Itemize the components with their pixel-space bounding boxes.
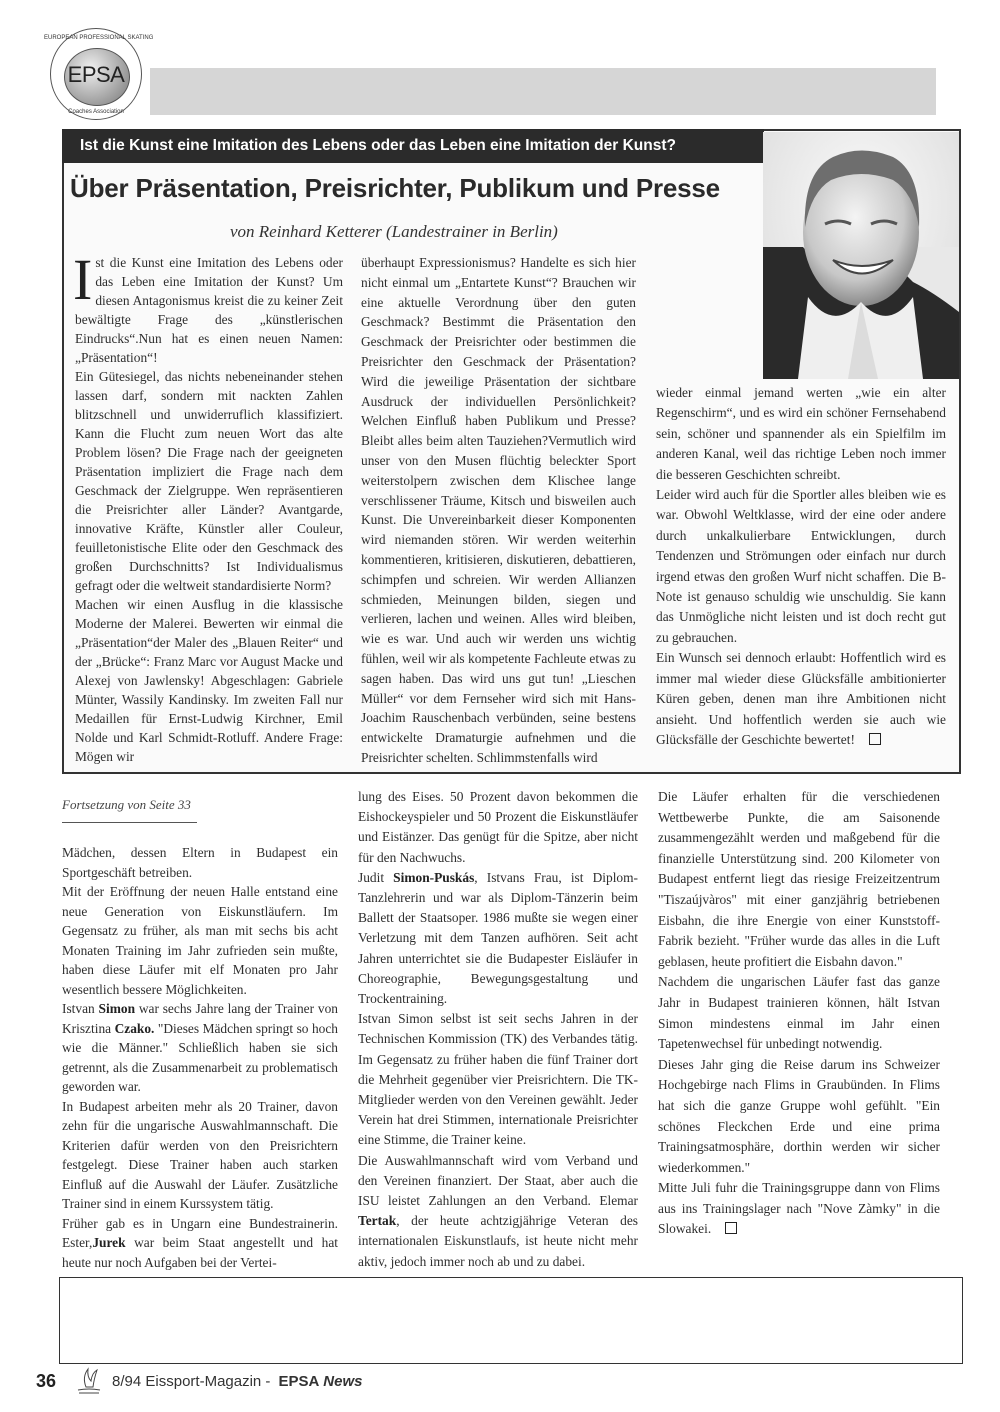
epsa-logo: [44, 26, 154, 124]
continuation-paragraph: [62, 843, 338, 882]
logo-arc-bottom: Coaches Association: [68, 109, 124, 115]
footer-epsa: EPSA: [278, 1372, 320, 1390]
continuation-column-1: [62, 843, 338, 1272]
continuation-column-2: [358, 787, 638, 1272]
paragraph-text: In Budapest arbeiten mehr als 20 Trainer, davon zehn für die ungarische Auswahlmannschaft. Die Kriterien dafür werden von den Preisrichtern festgelegt. Diese Trainer haben auch starken Einfluß auf die Auswahl der Läufer. Zusätzliche Trainer sind in einem Kurssystem tätig.: [62, 1098, 338, 1211]
end-of-article-icon: [869, 733, 881, 745]
article-paragraph: [73, 247, 343, 367]
article-kicker: Ist die Kunst eine Imitation des Lebens oder das Leben eine Imitation der Kunst?: [62, 129, 764, 163]
paragraph-text: Istvan: [62, 1001, 99, 1016]
continuation-paragraph: [658, 1178, 940, 1240]
article-column-2: [361, 253, 636, 768]
paragraph-text: war beim Staat angestellt und hat heute nur noch Aufgaben bei der Vertei-: [62, 1235, 338, 1270]
article-headline: Über Präsentation, Preisrichter, Publikum und Presse: [70, 173, 720, 203]
paragraph-text: Istvan Simon selbst ist seit sechs Jahren in der Technischen Kommission (TK) des Verbandes tätig. Im Gegensatz zu früher haben die fünf Trainer dort die Mehrheit gegenüber vier Preisrichtern. Die TK-Mitglieder werden von den Vereinen gewählt. Jeder Verein hat drei Stimmen, internationale Preisrichter eine Stimme, die Trainer keine.: [358, 1011, 638, 1148]
paragraph-text: "Dieses Mädchen springt so hoch wie die Männer." Schließlich haben sie sich getrennt, als die Zusammenarbeit zu problematisch geworden war.: [62, 1020, 339, 1094]
paragraph-text: Dieses Jahr ging die Reise darum ins Schweizer Hochgebirge nach Flims in Graubünden. In Flims hat sich die ganze Gruppe wohl gefühlt. "Ein schönes Fleckchen Erde und eine prima Trainingsatmosphäre, dorthin werden wir sicher wiederkommen.": [658, 1056, 940, 1175]
bold-name: Czako.: [114, 1020, 155, 1036]
article-paragraph: Machen wir einen Ausflug in die klassische Moderne der Malerei. Bewerten wir einmal die „Präsentation“der Maler des „Blauen Reiter“ und der „Brücke“: Franz Marc vor August Macke und Alexej von Jawlensky! Abgeschlagen: Gabriele Münter, Wassily Kandinsky. Im zweiten Fall nur Medaillen für Ernst-Ludwig Kirchner, Emil Nolde und Karl Schmidt-Rotluff. Andere Frage: Mögen wir: [75, 597, 343, 764]
continuation-paragraph: [62, 1097, 338, 1214]
continuation-rule: [62, 822, 197, 823]
paragraph-text: lung des Eises. 50 Prozent davon bekommen die Eishockeyspieler und 50 Prozent die Eiskunstläufer und Eistänzer. Das genügt für die Spitze, aber nicht für den Nachwuchs.: [358, 789, 638, 865]
paragraph-text: Judit: [358, 869, 394, 885]
paragraph-text: Mitte Juli fuhr die Trainingsgruppe dann von Flims aus ins Trainingslager nach "Nove Zàmky" in die Slowakei.: [658, 1180, 940, 1237]
paragraph-text: Mädchen, dessen Eltern in Budapest ein Sportgeschäft betreiben.: [62, 845, 338, 880]
skater-wing-icon: [74, 1367, 104, 1395]
article-paragraph: überhaupt Expressionismus? Handelte es sich hier nicht einmal um „Entartete Kunst“? Brauchen wir eine aktuelle Verordnung über den guten Geschmack? Bestimmt die Präsentation den Geschmack der Preisrichter oder bestimmen die Preisrichter den Geschmack der Präsentation? Wird die jeweilige Präsentation der sichtbare Ausdruck der individuellen Persönlichkeit? Welchen Einfluß haben Publikum und Presse? Bleibt alles beim alten Tauziehen?Vermutlich wird unser von den Musen flüchtig beleckter Sport weiterstolpern zwischen dem Klischee lange verschlissener Träume, Kitsch und bisweilen auch Kunst. Die Unvereinbarkeit dieser Komponenten wird niemanden stören. Wir werden weiterhin kommentieren, kritisieren, diskutieren, debattieren, schimpfen und schreien. Wir werden Allianzen schmieden, Meinungen bilden, siegen und verlieren, lachen und weinen. Alles wird bleiben, wie es war. Und auch wir werden uns wichtig fühlen, weil wir als kompetente Fachleute etwas zu sagen haben. Das wird uns gut tun! „Lieschen Müller“ vor dem Fernseher wird sich mit Hans-Joachim Rauschenbach verbünden, seine bestens entwickelte Dramaturgie aufnehmen und die Preisrichter schelten. Schlimmstenfalls wird: [361, 255, 636, 765]
continuation-paragraph: [62, 999, 338, 1097]
paragraph-text: Nachdem die ungarischen Läufer fast das ganze Jahr in Budapest trainieren können, hält Istvan Simon mindestens einmal im Jahr einen Tapetenwechsel für unbedingt notwendig.: [658, 974, 940, 1052]
continuation-label: Fortsetzung von Seite 33: [62, 797, 191, 812]
header-band: [150, 68, 436, 115]
paragraph-text: Die Läufer erhalten für die verschiedenen Wettbewerbe Punkte, die am Saisonende zusammengezählt werden und maßgebend für die finanzielle Unterstützung sind. 200 Kilometer von Budapest entfernt liegt das riesige Freizeitzentrum "Tiszaújvàros" mit einer ganzjährig betriebenen Eisbahn, die ihre Energie von einer Kunststoff-Fabrik bezieht. "Früher wurde das alles in die Luft geblasen, heute profitiert die Eisbahn davon.": [658, 789, 940, 969]
paragraph-text: Die Auswahlmannschaft wird vom Verband und den Vereinen finanziert. Der Staat, aber auch die ISU leistet Zahlungen an den Verband. Elemar: [358, 1152, 638, 1209]
publication-name: 8/94 Eissport-Magazin -: [112, 1372, 271, 1390]
continuation-paragraph: [358, 1009, 638, 1150]
article-paragraph: wieder einmal jemand werten „wie ein alter Regenschirm“, und es wird ein schöner Fernsehabend sein, schöner und spannender als ein Spielfilm im anderen Kanal, weil das richtige Leben noch immer die besseren Geschichten schreibt.: [656, 385, 946, 482]
page-footer: [36, 1367, 362, 1395]
bold-name: Jurek: [92, 1235, 126, 1250]
paragraph-text: war sechs Jahre lang der Trainer von Krisztina: [62, 1001, 338, 1036]
bold-name: Simon-Puskás: [393, 869, 475, 885]
continuation-paragraph: [62, 882, 338, 999]
drop-cap: I: [73, 247, 93, 312]
bold-name: Tertak: [358, 1213, 397, 1229]
paragraph-text: Früher gab es in Ungarn eine Bundestrainerin. Ester,: [62, 1215, 338, 1250]
paragraph-text: Mit der Eröffnung der neuen Halle entstand eine neue Generation von Eiskunstläufern. Im Gegensatz zu früher, als man mit sechs bis acht Monaten Training im Jahr zufrieden sein mußte, haben diese Läufer mit elf Monaten pro Jahr wesentlich bessere Möglichkeiten.: [62, 884, 338, 997]
continuation-paragraph: [658, 1055, 940, 1179]
logo-text: EPSA: [67, 62, 125, 87]
logo-arc-top: EUROPEAN PROFESSIONAL SKATING: [44, 35, 154, 41]
author-photo: [763, 132, 959, 379]
footer-news: News: [323, 1372, 363, 1390]
article-byline: von Reinhard Ketterer (Landestrainer in Berlin): [230, 222, 558, 241]
article-paragraph: Leider wird auch für die Sportler alles bleiben wie es war. Obwohl Weltklasse, wird der eine oder andere durch unkalkulierbare Entwicklungen, durch Tendenzen und Strömungen oder einfach nur durch irgend etwas den großen Wurf nicht schaffen. Die B-Note ist genauso schuldig wie unschuldig. Sie kann das Unmögliche nicht leisten und ist doch recht gut zu gebrauchen.: [656, 487, 946, 645]
article-column-1: [73, 247, 343, 766]
article-paragraph: [656, 648, 946, 750]
article-paragraph: Ein Gütesiegel, das nichts nebeneinander stehen lassen darf, sondern mit nackten Zahlen blitzschnell und unwiderruflich klassifiziert. Kann die Flucht zum neuen Wort das alte Problem lösen? Die Frage nach der geeigneten Präsentation impliziert die Frage nach dem Geschmack der Zielgruppe. Wen repräsentieren die Preisrichter aller Länder? Avantgarde, innovative Kräfte, Künstler aller Couleur, feuilletonistische Elite oder den Geschmack des großen Durchschnitts? Ist Individualismus gefragt oder die weltweit standardisierte Norm?: [75, 369, 343, 593]
article-column-3: [656, 383, 946, 750]
paragraph-text: , Istvans Frau, ist Diplom-Tanzlehrerin und war als Diplom-Tänzerin beim Ballett der Staatsoper. 1986 mußte sie wegen einer Verletzung mit dem Tanzen aufhören. Seit acht Jahren unterrichtet sie die Budapester Eisläufer in Choreographie, Bewegungsgestaltung und Trockentraining.: [358, 869, 638, 1007]
continuation-paragraph: [62, 1214, 338, 1273]
continuation-paragraph: [358, 787, 638, 868]
portrait-image: [763, 132, 959, 379]
continuation-paragraph: [358, 868, 638, 1009]
continuation-column-3: [658, 787, 940, 1240]
continuation-paragraph: [358, 1151, 638, 1272]
empty-box: [59, 1277, 963, 1364]
paragraph-text: st die Kunst eine Imitation des Lebens oder das Leben eine Imitation der Kunst? Um diesen Antagonismus kreist die zu keiner Zeit bewältigte Frage des „künstlerischen Eindrucks“.Nun hat es einen neuen Namen: „Präsentation“!: [75, 255, 343, 365]
continuation-paragraph: [658, 972, 940, 1054]
page-number: 36: [36, 1370, 57, 1391]
paragraph-text: Ein Wunsch sei dennoch erlaubt: Hoffentlich wird es immer mal wieder diese Glücksfälle ambitionierter Küren geben, denen man ihre Ambitionen nicht ansieht. Und hoffentlich werden sie auch wie Glücksfälle der Geschichte bewertet!: [656, 650, 946, 747]
header-band-right: [436, 68, 936, 115]
paragraph-text: , der heute achtzigjährige Veteran des internationalen Eiskunstlaufs, ist heute nicht mehr aktiv, jedoch immer noch ab und zu dabei.: [358, 1213, 638, 1269]
continuation-paragraph: [658, 787, 940, 972]
bold-name: Simon: [98, 1001, 136, 1016]
end-of-article-icon: [725, 1222, 737, 1234]
